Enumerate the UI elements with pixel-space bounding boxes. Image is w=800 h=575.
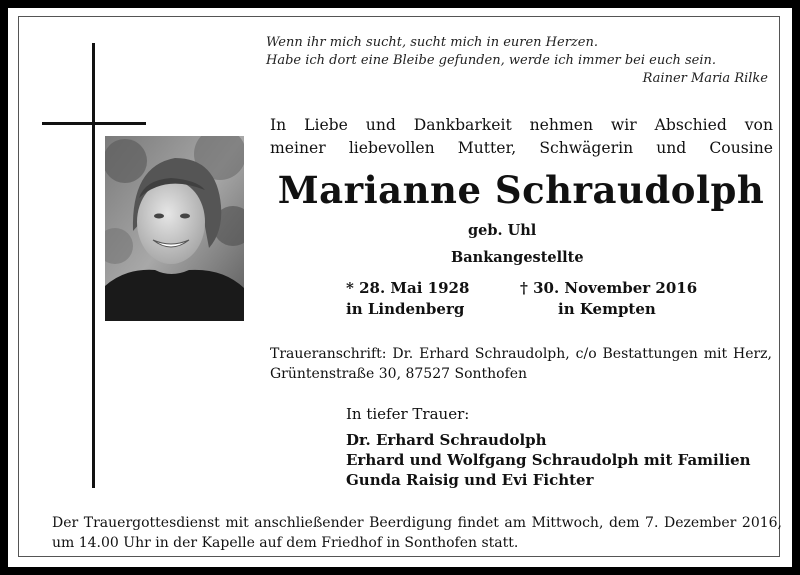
rilke-quote [266, 34, 768, 88]
funeral-service-notice: Der Trauergottesdienst mit anschließender Beerdigung findet am Mittwoch, dem 7. Dezember 2016, um 14.00 Uhr in der Kapelle auf dem Friedhof in Sonthofen statt. [52, 515, 782, 551]
death-date: † 30. November 2016 [520, 279, 698, 297]
quote-author: Rainer Maria Rilke [642, 71, 768, 86]
maiden-name: geb. Uhl [468, 222, 537, 239]
birth-info [346, 278, 469, 320]
mourning-label: In tiefer Trauer: [346, 405, 470, 423]
quote-line-1: Wenn ihr mich sucht, sucht mich in euren Herzen. [266, 35, 598, 50]
obituary-card [8, 8, 792, 567]
cross-bar [42, 122, 146, 125]
death-place: in Kempten [558, 300, 656, 318]
mourner-name: Dr. Erhard Schraudolph [346, 431, 547, 449]
mourner-name: Erhard und Wolfgang Schraudolph mit Familien [346, 451, 751, 469]
mourner-name: Gunda Raisig und Evi Fichter [346, 471, 594, 489]
intro-line-1: In Liebe und Dankbarkeit nehmen wir Abschied von [270, 116, 773, 134]
intro-line-2: meiner liebevollen Mutter, Schwägerin und Cousine [270, 139, 773, 157]
birth-place: in Lindenberg [346, 300, 465, 318]
farewell-intro [270, 114, 773, 160]
mourners-list [346, 430, 751, 490]
portrait-photo [105, 136, 244, 321]
cross-icon [92, 43, 95, 488]
quote-line-2: Habe ich dort eine Bleibe gefunden, werde ich immer bei euch sein. [266, 53, 717, 68]
profession: Bankangestellte [451, 249, 584, 266]
death-info [520, 278, 697, 320]
birth-date: * 28. Mai 1928 [346, 279, 470, 297]
deceased-name: Marianne Schraudolph [277, 168, 765, 212]
mourning-address: Traueranschrift: Dr. Erhard Schraudolph, c/o Bestattungen mit Herz, Grüntenstraße 30, 87527 Sonthofen [270, 346, 772, 382]
